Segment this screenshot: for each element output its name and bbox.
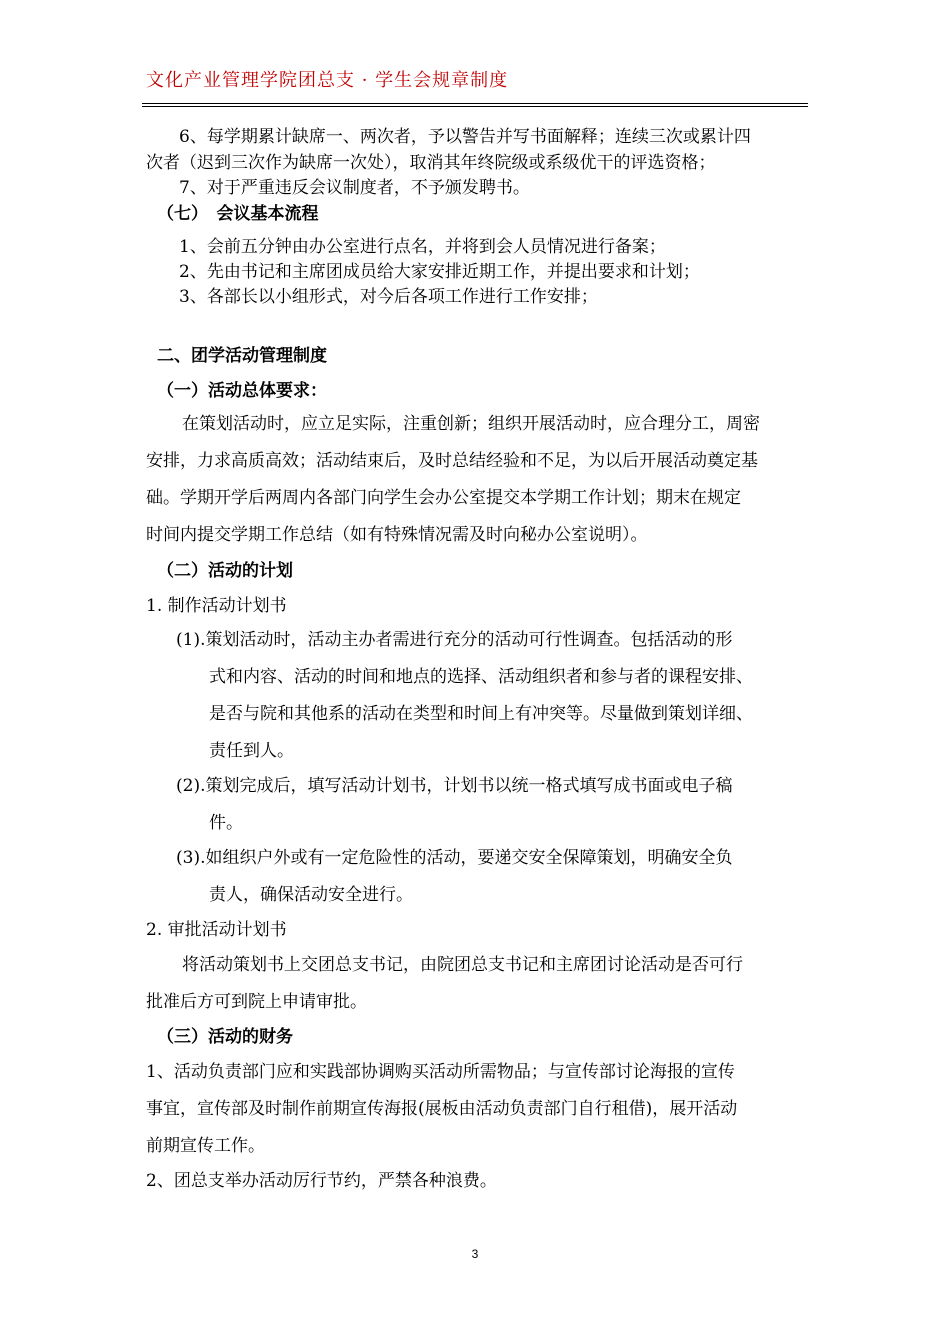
text-line: 2、团总支举办活动厉行节约，严禁各种浪费。 bbox=[146, 1171, 497, 1191]
section-heading: （七） 会议基本流程 bbox=[157, 204, 319, 224]
text-line: 安排，力求高质高效；活动结束后，及时总结经验和不足，为以后开展活动奠定基 bbox=[146, 451, 758, 471]
page-number: 3 bbox=[471, 1247, 479, 1261]
text-line: 事宜，宣传部及时制作前期宣传海报(展板由活动负责部门自行租借)，展开活动 bbox=[146, 1099, 738, 1119]
list-heading: 2. 审批活动计划书 bbox=[146, 920, 287, 940]
text-line: 7、对于严重违反会议制度者，不予颁发聘书。 bbox=[179, 178, 530, 198]
text-line: 2、先由书记和主席团成员给大家安排近期工作，并提出要求和计划； bbox=[179, 262, 700, 282]
list-item: (3).如组织户外或有一定危险性的活动，要递交安全保障策划，明确安全负 bbox=[176, 848, 733, 868]
list-item: (1).策划活动时，活动主办者需进行充分的活动可行性调查。包括活动的形 bbox=[176, 630, 733, 650]
text-line: 责任到人。 bbox=[209, 741, 294, 761]
text-line: 责人，确保活动安全进行。 bbox=[209, 885, 413, 905]
text-line: 将活动策划书上交团总支书记，由院团总支书记和主席团讨论活动是否可行 bbox=[182, 955, 743, 975]
section-heading: （一）活动总体要求： bbox=[157, 381, 327, 401]
text-line: 时间内提交学期工作总结（如有特殊情况需及时向秘办公室说明）。 bbox=[146, 525, 648, 545]
text-line: 1、活动负责部门应和实践部协调购买活动所需物品；与宣传部讨论海报的宣传 bbox=[146, 1062, 735, 1082]
text-line: 批准后方可到院上申请审批。 bbox=[146, 992, 367, 1012]
text-line: 是否与院和其他系的活动在类型和时间上有冲突等。尽量做到策划详细、 bbox=[209, 704, 753, 724]
text-line: 3、各部长以小组形式，对今后各项工作进行工作安排； bbox=[179, 287, 598, 307]
list-heading: 1. 制作活动计划书 bbox=[146, 596, 287, 616]
header-rule-top bbox=[142, 103, 808, 104]
page-header-title: 文化产业管理学院团总支 · 学生会规章制度 bbox=[146, 70, 509, 91]
header-rule-bottom bbox=[142, 106, 808, 107]
text-line: 式和内容、活动的时间和地点的选择、活动组织者和参与者的课程安排、 bbox=[209, 667, 753, 687]
section-heading: （二）活动的计划 bbox=[157, 561, 293, 581]
list-item: (2).策划完成后，填写活动计划书，计划书以统一格式填写成书面或电子稿 bbox=[176, 776, 733, 796]
text-line: 次者（迟到三次作为缺席一次处），取消其年终院级或系级优干的评选资格； bbox=[146, 153, 716, 173]
text-line: 1、会前五分钟由办公室进行点名，并将到会人员情况进行备案； bbox=[179, 237, 666, 257]
text-line: 在策划活动时，应立足实际，注重创新；组织开展活动时，应合理分工，周密 bbox=[182, 414, 760, 434]
chapter-heading: 二、团学活动管理制度 bbox=[157, 346, 327, 366]
text-line: 础。学期开学后两周内各部门向学生会办公室提交本学期工作计划；期末在规定 bbox=[146, 488, 741, 508]
section-heading: （三）活动的财务 bbox=[157, 1027, 293, 1047]
text-line: 6、每学期累计缺席一、两次者，予以警告并写书面解释；连续三次或累计四 bbox=[179, 127, 751, 147]
text-line: 前期宣传工作。 bbox=[146, 1136, 265, 1156]
text-line: 件。 bbox=[209, 813, 243, 833]
